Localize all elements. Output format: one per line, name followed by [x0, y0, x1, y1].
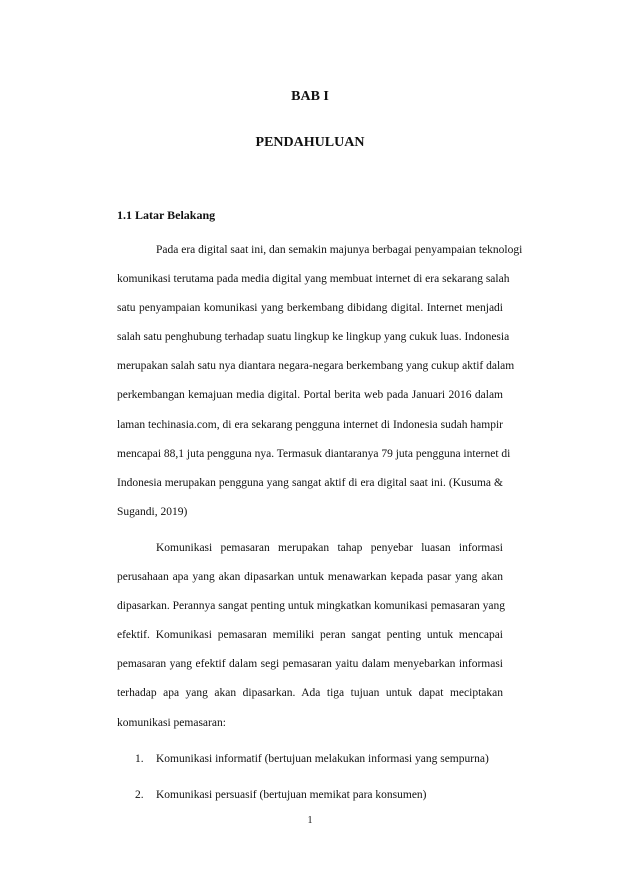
page-number: 1 [307, 815, 313, 826]
list-item-number: 2. [135, 789, 144, 801]
paragraph-line: komunikasi terutama pada media digital yang membuat internet di era sekarang salah [117, 273, 510, 286]
paragraph-line: laman techinasia.com, di era sekarang pengguna internet di Indonesia sudah hampir [117, 418, 503, 431]
paragraph-line: mencapai 88,1 juta pengguna nya. Termasuk diantaranya 79 juta pengguna internet di [117, 447, 511, 460]
paragraph-line: efektif. Komunikasi pemasaran memiliki peran sangat penting untuk mencapai [117, 629, 503, 642]
paragraph-line: komunikasi pemasaran: [117, 716, 226, 729]
paragraph-line: Sugandi, 2019) [117, 505, 188, 518]
paragraph-2 [117, 540, 506, 744]
list-item-text: Komunikasi informatif (bertujuan melakukan informasi yang sempurna) [156, 753, 489, 765]
paragraph-line: Indonesia merupakan pengguna yang sangat aktif di era digital saat ini. (Kusuma & [117, 476, 503, 489]
list-item-number: 1. [135, 753, 144, 765]
numbered-list [135, 751, 489, 823]
paragraph-line: salah satu penghubung terhadap suatu lingkup ke lingkup yang cukuk luas. Indonesia [117, 331, 510, 344]
paragraph-line: perusahaan apa yang akan dipasarkan untuk menawarkan kepada pasar yang akan [117, 571, 503, 584]
paragraph-line: Pada era digital saat ini, dan semakin majunya berbagai penyampaian teknologi [156, 244, 523, 256]
paragraph-line: merupakan salah satu nya diantara negara-negara berkembang yang cukup aktif dalam [117, 360, 515, 373]
paragraph-line: perkembangan kemajuan media digital. Portal berita web pada Januari 2016 dalam [117, 389, 503, 402]
chapter-number: BAB I [291, 89, 329, 104]
paragraph-line: terhadap apa yang akan dipasarkan. Ada tiga tujuan untuk dapat meciptakan [117, 687, 503, 700]
list-item-text: Komunikasi persuasif (bertujuan memikat para konsumen) [156, 789, 427, 801]
list-item [135, 751, 489, 787]
paragraph-line: satu penyampaian komunikasi yang berkembang dibidang digital. Internet menjadi [117, 302, 503, 315]
paragraph-line: pemasaran yang efektif dalam segi pemasaran yaitu dalam menyebarkan informasi [117, 658, 503, 671]
section-heading: 1.1 Latar Belakang [117, 208, 216, 222]
chapter-title: PENDAHULUAN [255, 135, 365, 150]
paragraph-line: dipasarkan. Perannya sangat penting untuk mingkatkan komunikasi pemasaran yang [117, 600, 506, 613]
paragraph-line: Komunikasi pemasaran merupakan tahap penyebar luasan informasi [156, 542, 503, 554]
paragraph-1 [117, 242, 523, 533]
